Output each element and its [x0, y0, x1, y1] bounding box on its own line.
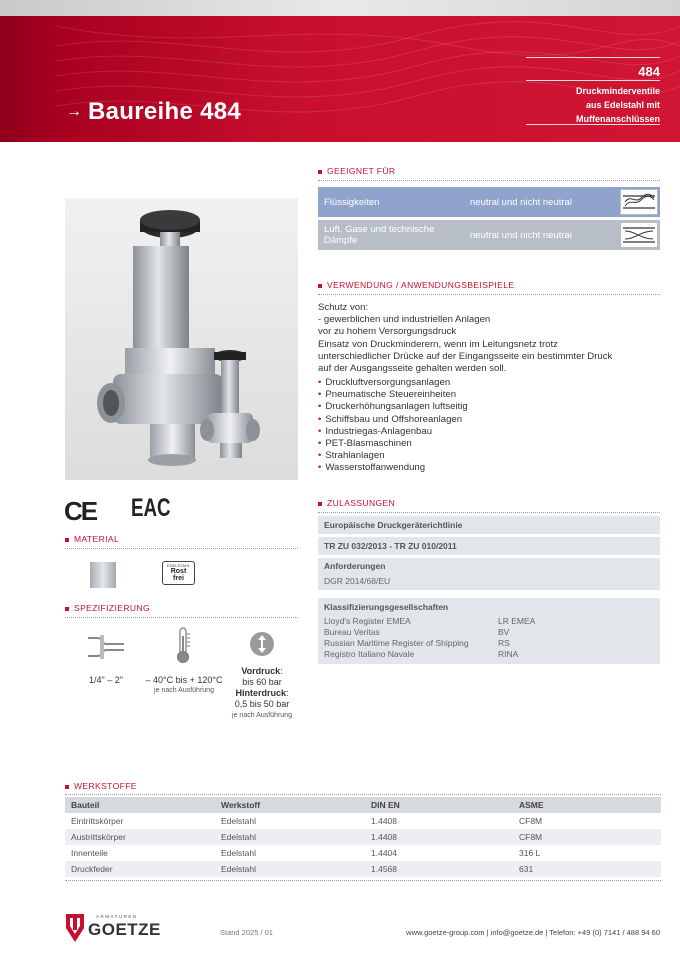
table-cell: Austrittskörper — [65, 829, 215, 845]
requirements-value: DGR 2014/68/EU — [324, 576, 391, 586]
list-item: • Druckluftversorgungsanlagen — [318, 377, 468, 389]
rostfrei-text — [163, 568, 194, 582]
column-header: Werkstoff — [215, 797, 365, 813]
series-desc-line: aus Edelstahl mit — [585, 100, 660, 110]
usage-line: vor zu hohem Versorgungsdruck — [318, 326, 457, 338]
list-item: • Industriegas-Anlagenbau — [318, 426, 468, 438]
usage-line: Schutz von: — [318, 302, 369, 313]
table-cell: 1.4568 — [365, 861, 513, 877]
table-header-row — [65, 797, 661, 813]
section-heading-material: MATERIAL — [65, 534, 119, 544]
pipe-size-icon — [86, 632, 126, 662]
size-range: 1/4" – 2" — [89, 675, 123, 685]
classification-title: Klassifizierungsgesellschaften — [324, 602, 449, 612]
list-item: • Pneumatische Steuereinheiten — [318, 389, 468, 401]
thermometer-icon — [172, 626, 194, 664]
table-cell: Edelstahl — [215, 829, 365, 845]
list-item: • Schiffsbau und Offshoreanlagen — [318, 414, 468, 426]
usage-intro — [318, 302, 663, 375]
hinterdruck-label: Hinterdruck — [235, 688, 286, 698]
column-header: Bauteil — [65, 797, 215, 813]
table-cell: Eintrittskörper — [71, 816, 124, 826]
pressure-spec — [222, 666, 302, 721]
header-left-band — [0, 16, 56, 142]
table-cell: CF8M — [513, 829, 661, 845]
table-cell: 1.4408 — [365, 829, 513, 845]
footer-divider — [65, 880, 661, 881]
approval-directive-row — [318, 516, 660, 534]
ce-mark: CE — [64, 496, 97, 526]
approval-requirements-row — [318, 558, 660, 590]
list-item: • Wasserstoffanwendung — [318, 462, 468, 474]
page-title: Baureihe 484 — [88, 98, 242, 125]
temperature-range: – 40°C bis + 120°C — [145, 675, 223, 685]
title-arrow-icon: → — [66, 103, 82, 120]
divider — [318, 180, 660, 181]
materials-table — [65, 797, 661, 877]
society-code: RS — [498, 638, 510, 648]
section-heading-geeignet: GEEIGNET FÜR — [318, 166, 395, 176]
approval-tr: TR ZU 032/2013 - TR ZU 010/2011 — [324, 541, 457, 551]
table-cell: 631 — [513, 861, 661, 877]
divider — [318, 294, 660, 295]
vordruck-value: bis 60 bar — [242, 677, 282, 687]
usage-line: Einsatz von Druckminderern, wenn im Leitungsnetz trotz — [318, 338, 558, 350]
logo-wordmark: GOETZE — [88, 920, 161, 939]
series-desc-line: Druckminderventile — [575, 86, 660, 96]
series-rule-bottom — [526, 124, 660, 125]
classification-societies-block — [318, 598, 660, 664]
rostfrei-small-text: EDELSTAHL — [167, 563, 191, 568]
column-header: DIN EN — [365, 797, 513, 813]
society-code: BV — [498, 627, 510, 637]
pressure-reducer-illustration — [65, 198, 298, 480]
divider — [65, 617, 298, 618]
table-cell: Edelstahl — [221, 816, 256, 826]
list-item: • PET-Blasmaschinen — [318, 438, 468, 450]
list-item: • Strahlanlagen — [318, 450, 468, 462]
top-strip — [0, 0, 680, 16]
product-photo — [65, 198, 298, 480]
usage-line: auf der Ausgangsseite gehalten werden soll. — [318, 363, 507, 375]
usage-line: - gewerblichen und industriellen Anlagen — [318, 314, 491, 326]
suitability-value: neutral und nicht neutral — [470, 196, 572, 208]
rostfrei-line: frei — [173, 575, 184, 582]
vordruck-label: Vordruck — [241, 666, 281, 676]
series-desc-line: Muffenanschlüssen — [575, 114, 660, 124]
column-header: ASME — [513, 797, 661, 813]
section-heading-werkstoffe: WERKSTOFFE — [65, 781, 137, 791]
suitability-row-gases — [318, 220, 660, 250]
usage-line: unterschiedlicher Drücke auf der Eingangsseite ein bestimmter Druck — [318, 350, 613, 362]
society-name: Bureau Veritas — [324, 627, 380, 637]
approval-tr-row — [318, 537, 660, 555]
series-number: 484 — [638, 64, 660, 79]
society-name: Russian Maritime Register of Shipping — [324, 638, 469, 648]
divider — [65, 548, 298, 549]
table-cell: 316 L — [519, 848, 541, 858]
table-row — [65, 861, 661, 877]
pressure-icon — [248, 630, 276, 658]
liquid-flow-icon — [620, 189, 658, 215]
temperature-note: je nach Ausführung — [154, 687, 214, 694]
table-cell: Innenteile — [71, 848, 108, 858]
suitability-label: Luft, Gase und technische Dämpfe — [324, 224, 435, 246]
gas-flow-icon — [620, 222, 658, 248]
society-name: Registro Italiano Navale — [324, 649, 415, 659]
table-cell: Edelstahl — [215, 861, 365, 877]
series-rule-mid — [526, 80, 660, 81]
approval-directive: Europäische Druckgeräterichtlinie — [324, 520, 463, 530]
society-names — [324, 616, 469, 660]
goetze-logo-icon — [64, 910, 86, 944]
suitability-row-liquids — [318, 187, 660, 217]
list-item: • Druckerhöhungsanlagen luftseitig — [318, 401, 468, 413]
table-cell: CF8M — [519, 816, 543, 826]
document-date: Stand 2025 / 01 — [220, 928, 273, 937]
section-heading-zulassungen: ZULASSUNGEN — [318, 498, 395, 508]
table-row — [65, 829, 661, 845]
pressure-note: je nach Ausführung — [232, 712, 292, 719]
hinterdruck-line: Hinterdruck: — [235, 688, 289, 698]
section-heading-verwendung: VERWENDUNG / ANWENDUNGSBEISPIELE — [318, 280, 514, 290]
series-rule-top — [526, 57, 660, 58]
contact-info: www.goetze-group.com | info@goetze.de | Telefon: +49 (0) 7141 / 488 94 60 — [406, 928, 660, 937]
hinterdruck-value: 0,5 bis 50 bar — [234, 699, 290, 709]
vordruck-line: Vordruck: — [241, 666, 283, 676]
society-name: Lloyd's Register EMEA — [324, 616, 411, 626]
requirements-title: Anforderungen — [324, 561, 386, 571]
suitability-value: neutral und nicht neutral — [470, 229, 572, 241]
table-cell: 1.4404 — [371, 848, 397, 858]
table-cell: Druckfeder — [65, 861, 215, 877]
stainless-steel-swatch — [90, 562, 116, 588]
society-codes — [498, 616, 535, 660]
table-row — [65, 845, 661, 861]
suitability-label: Flüssigkeiten — [324, 196, 380, 208]
eac-mark: EAC — [131, 494, 171, 522]
table-cell: Edelstahl — [221, 848, 256, 858]
divider — [318, 512, 660, 513]
rostfrei-badge-icon — [162, 561, 195, 585]
table-row — [65, 813, 661, 829]
divider — [65, 794, 661, 795]
society-code: RINA — [498, 649, 519, 659]
society-code: LR EMEA — [498, 616, 536, 626]
section-heading-spezifizierung: SPEZIFIZIERUNG — [65, 603, 150, 613]
rostfrei-line: Rost — [170, 568, 187, 575]
table-cell: 1.4408 — [371, 816, 397, 826]
series-description — [576, 84, 660, 126]
logo-subtitle: ARMATUREN — [96, 914, 138, 919]
usage-list — [318, 377, 468, 475]
